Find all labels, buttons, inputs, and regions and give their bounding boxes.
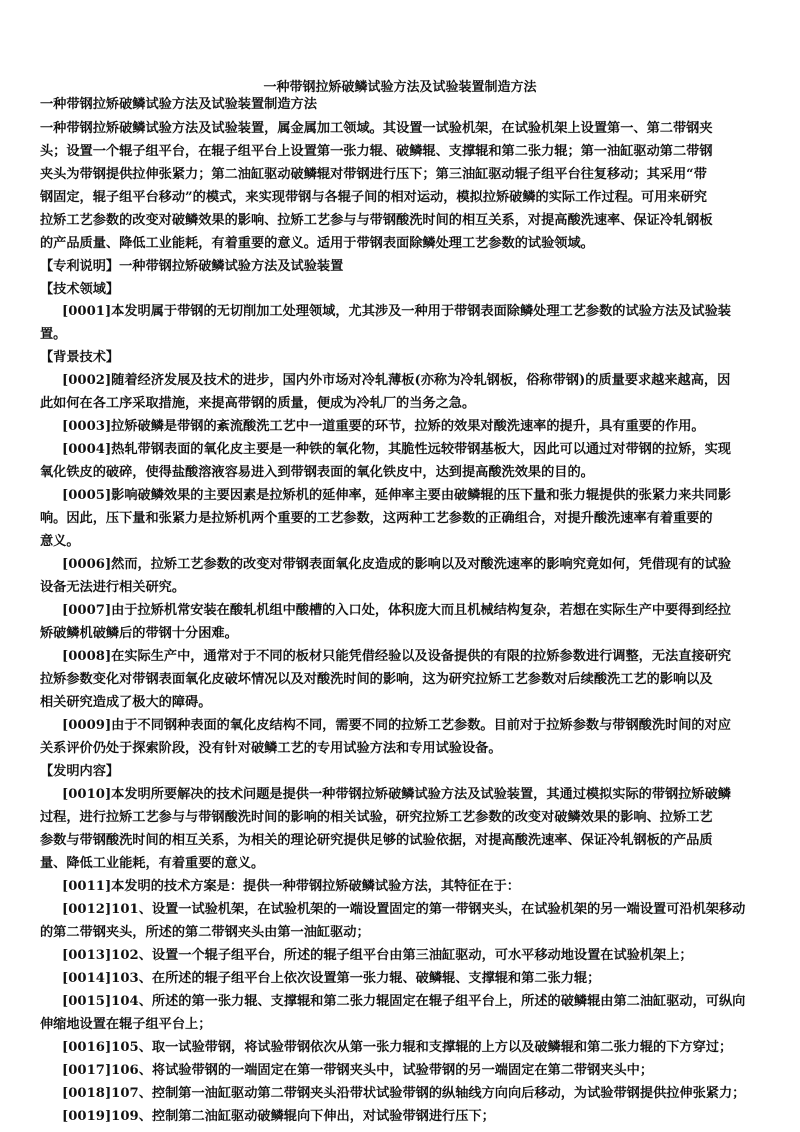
section-heading: 【背景技术】 bbox=[40, 350, 120, 365]
paragraph-line: [0004]热轧带钢表面的氧化皮主要是一种铁的氧化物，其脆性远较带钢基板大，因此可以通过对带钢的拉矫，实现 bbox=[62, 442, 731, 457]
paragraph-line: [0014]103、在所述的辊子组平台上依次设置第一张力辊、破鳞辊、支撑辊和第二张力辊； bbox=[62, 971, 601, 986]
abstract-line: 钢固定，辊子组平台移动”的模式，来实现带钢与各辊子间的相对运动，模拟拉矫破鳞的实际工作过程。可用来研究 bbox=[40, 190, 707, 205]
paragraph-line: 的第二带钢夹头，所述的第二带钢夹头由第一油缸驱动； bbox=[40, 925, 370, 940]
paragraph-line: [0006]然而，拉矫工艺参数的改变对带钢表面氧化皮造成的影响以及对酸洗速率的影响究竟如何，凭借现有的试验 bbox=[62, 557, 731, 572]
paragraph-line: 氧化铁皮的破碎，使得盐酸溶液容易进入到带钢表面的氧化铁皮中，达到提高酸洗效果的目的。 bbox=[40, 465, 594, 480]
paragraph-line: [0002]随着经济发展及技术的进步，国内外市场对冷轧薄板(亦称为冷轧钢板，俗称带钢)的质量要求越来越高，因 bbox=[62, 373, 731, 388]
paragraph-line: 此如何在各工序采取措施，来提高带钢的质量，便成为冷轧厂的当务之急。 bbox=[40, 396, 476, 411]
paragraph-line: 置。 bbox=[40, 327, 67, 342]
paragraph-line: [0007]由于拉矫机常安装在酸轧机组中酸槽的入口处，体积庞大而且机械结构复杂，若想在实际生产中要得到经拉 bbox=[62, 603, 731, 618]
paragraph-line: [0017]106、将试验带钢的一端固定在第一带钢夹头中，试验带钢的另一端固定在第二带钢夹头中； bbox=[62, 1063, 654, 1078]
abstract-line: 夹头为带钢提供拉伸张紧力；第二油缸驱动破鳞辊对带钢进行压下；第三油缸驱动辊子组平台往复移动；其采用“带 bbox=[40, 167, 707, 182]
paragraph-line: [0012]101、设置一试验机架，在试验机架的一端设置固定的第一带钢夹头，在试验机架的另一端设置可沿机架移动 bbox=[62, 902, 746, 917]
paragraph-line: [0019]109、控制第二油缸驱动破鳞辊向下伸出，对试验带钢进行压下； bbox=[62, 1109, 495, 1124]
paragraph-line: 过程，进行拉矫工艺参与与带钢酸洗时间的影响的相关试验，研究拉矫工艺参数的改变对破鳞效果的影响、拉矫工艺 bbox=[40, 810, 713, 825]
abstract-line: 的产品质量、降低工业能耗，有着重要的意义。适用于带钢表面除鳞处理工艺参数的试验领域。 bbox=[40, 236, 594, 251]
abstract-line: 头；设置一个辊子组平台，在辊子组平台上设置第一张力辊、破鳞辊、支撑辊和第二张力辊；第一油缸驱动第二带钢 bbox=[40, 144, 713, 159]
abstract-line: 一种带钢拉矫破鳞试验方法及试验装置，属金属加工领域。其设置一试验机架，在试验机架上设置第一、第二带钢夹 bbox=[40, 121, 713, 136]
section-heading: 【技术领域】 bbox=[40, 282, 120, 297]
section-heading: 【专利说明】一种带钢拉矫破鳞试验方法及试验装置 bbox=[40, 259, 344, 274]
paragraph-line: [0016]105、取一试验带钢，将试验带钢依次从第一张力辊和支撑辊的上方以及破鳞辊和第二张力辊的下方穿过； bbox=[62, 1040, 733, 1055]
section-heading: 【发明内容】 bbox=[40, 764, 120, 779]
paragraph-line: [0003]拉矫破鳞是带钢的紊流酸洗工艺中一道重要的环节，拉矫的效果对酸洗速率的提升，具有重要的作用。 bbox=[62, 419, 705, 434]
paragraph-line: [0011]本发明的技术方案是：提供一种带钢拉矫破鳞试验方法，其特征在于： bbox=[62, 879, 520, 894]
paragraph-line: [0010]本发明所要解决的技术问题是提供一种带钢拉矫破鳞试验方法及试验装置，其通过模拟实际的带钢拉矫破鳞 bbox=[62, 787, 731, 802]
paragraph-line: [0008]在实际生产中，通常对于不同的板材只能凭借经验以及设备提供的有限的拉矫参数进行调整，无法直接研究 bbox=[62, 649, 731, 664]
paragraph-line: 意义。 bbox=[40, 534, 80, 549]
paragraph-line: 拉矫参数变化对带钢表面氧化皮破坏情况以及对酸洗时间的影响，这为研究拉矫工艺参数对后续酸洗工艺的影响以及 bbox=[40, 672, 713, 687]
paragraph-line: 伸缩地设置在辊子组平台上； bbox=[40, 1017, 212, 1032]
paragraph-line: [0018]107、控制第一油缸驱动第二带钢夹头沿带状试验带钢的纵轴线方向向后移动，为试验带钢提供拉伸张紧力； bbox=[62, 1086, 746, 1101]
paragraph-line: [0015]104、所述的第一张力辊、支撑辊和第二张力辊固定在辊子组平台上，所述的破鳞辊由第二油缸驱动，可纵向 bbox=[62, 994, 746, 1009]
paragraph-line: 响。因此，压下量和张紧力是拉矫机两个重要的工艺参数，这两种工艺参数的正确组合，对提升酸洗速率有着重要的 bbox=[40, 511, 713, 526]
doc-heading: 一种带钢拉矫破鳞试验方法及试验装置制造方法 bbox=[40, 97, 317, 112]
page-title: 一种带钢拉矫破鳞试验方法及试验装置制造方法 bbox=[263, 80, 537, 95]
paragraph-line: 量、降低工业能耗，有着重要的意义。 bbox=[40, 856, 265, 871]
paragraph-line: [0013]102、设置一个辊子组平台，所述的辊子组平台由第三油缸驱动，可水平移动地设置在试验机架上； bbox=[62, 948, 693, 963]
abstract-line: 拉矫工艺参数的改变对破鳞效果的影响、拉矫工艺参与与带钢酸洗时间的相互关系，对提高酸洗速率、保证冷轧钢板 bbox=[40, 213, 713, 228]
paragraph-line: 关系评价仍处于探索阶段，没有针对破鳞工艺的专用试验方法和专用试验设备。 bbox=[40, 741, 502, 756]
paragraph-line: [0001]本发明属于带钢的无切削加工处理领域，尤其涉及一种用于带钢表面除鳞处理工艺参数的试验方法及试验装 bbox=[62, 304, 731, 319]
paragraph-line: 矫破鳞机破鳞后的带钢十分困难。 bbox=[40, 626, 238, 641]
paragraph-line: 设备无法进行相关研究。 bbox=[40, 580, 186, 595]
paragraph-line: 参数与带钢酸洗时间的相互关系，为相关的理论研究提供足够的试验依据，对提高酸洗速率、保证冷轧钢板的产品质 bbox=[40, 833, 713, 848]
paragraph-line: [0009]由于不同钢种表面的氧化皮结构不同，需要不同的拉矫工艺参数。目前对于拉矫参数与带钢酸洗时间的对应 bbox=[62, 718, 731, 733]
paragraph-line: [0005]影响破鳞效果的主要因素是拉矫机的延伸率，延伸率主要由破鳞辊的压下量和张力辊提供的张紧力来共同影 bbox=[62, 488, 731, 503]
paragraph-line: 相关研究造成了极大的障碍。 bbox=[40, 695, 212, 710]
